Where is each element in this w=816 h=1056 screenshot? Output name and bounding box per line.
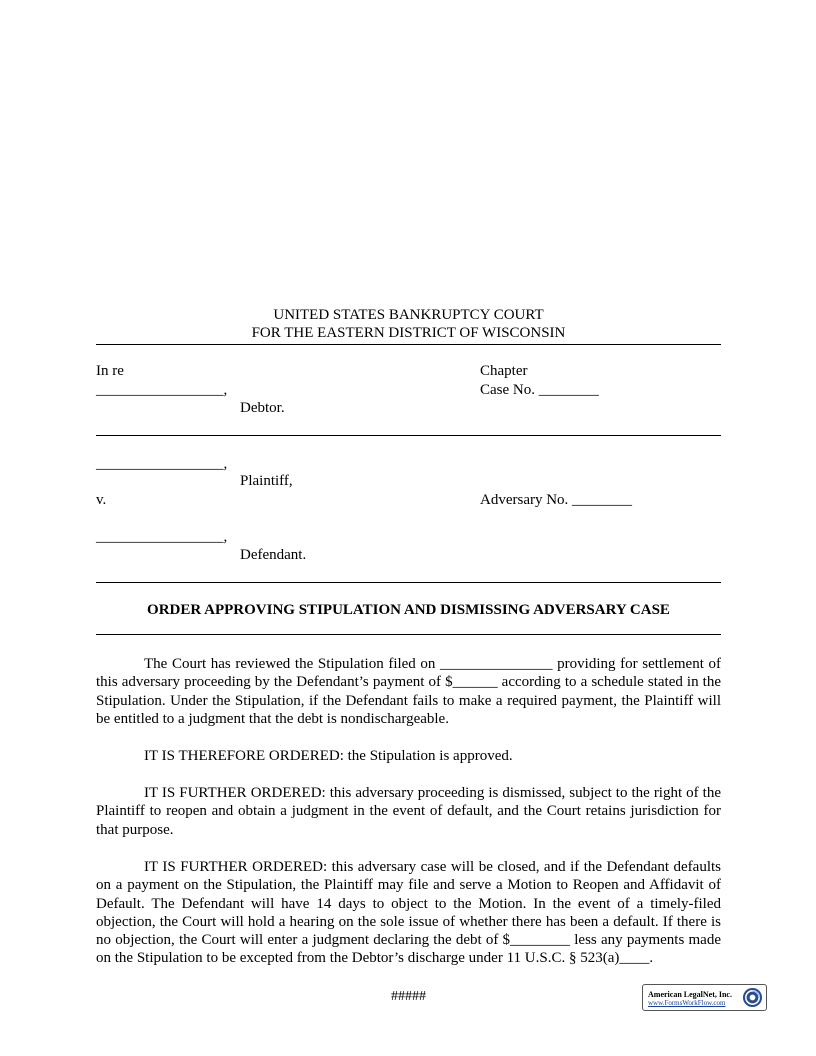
order-title: ORDER APPROVING STIPULATION AND DISMISSING ADVERSARY CASE	[147, 602, 670, 618]
paragraph-text: IT IS FURTHER ORDERED: this adversary case will be closed, and if the Defendant defaults on a payment on the Stipulation, the Plaintiff may file and serve a Motion to Reopen and Affidavit of Default. The Defendant will have 14 days to object to the Motion. In the event of a timely-filed objection, the Court will hold a hearing on the sole issue of whether there has been a default. If there is no objection, the Court will enter a judgment declaring the debt of $________ less any payments made on the Stipulation to be excepted from the Debtor’s discharge under 11 U.S.C. § 523(a)____.	[96, 859, 721, 967]
plaintiff-name-blank: _________________,	[96, 456, 228, 472]
paragraph-text: IT IS FURTHER ORDERED: this adversary proceeding is dismissed, subject to the right of the Plaintiff to reopen and obtain a judgment in the event of default, and the Court retains jurisdiction for that purpose.	[96, 785, 721, 838]
divider	[96, 634, 721, 635]
debtor-name-blank: _________________,	[96, 382, 228, 398]
globe-icon	[742, 987, 763, 1008]
divider	[96, 435, 721, 436]
paragraph-review	[96, 655, 721, 728]
paragraph-default	[96, 858, 721, 968]
badge-url-link[interactable]: www.FormsWorkFlow.com	[648, 999, 726, 1007]
adversary-number: Adversary No. ________	[480, 492, 633, 508]
paragraph-dismissed	[96, 784, 721, 839]
defendant-name-blank: _________________,	[96, 529, 228, 545]
debtor-label: Debtor.	[240, 400, 285, 416]
paragraph-approved	[96, 747, 721, 765]
chapter-label: Chapter	[480, 363, 528, 379]
in-re-label: In re	[96, 363, 124, 379]
divider	[96, 582, 721, 583]
court-name: UNITED STATES BANKRUPTCY COURT	[273, 307, 544, 323]
defendant-label: Defendant.	[240, 547, 307, 563]
versus-label: v.	[96, 492, 107, 508]
divider	[96, 344, 721, 345]
plaintiff-label: Plaintiff,	[240, 473, 293, 489]
paragraph-text: The Court has reviewed the Stipulation filed on _______________ providing for settlement of this adversary proceeding by the Defendant’s payment of $______ according to a schedule stated in the Stipulation. Under the Stipulation, if the Defendant fails to make a required payment, the Plaintiff will be entitled to a judgment that the debt is nondischargeable.	[96, 656, 721, 727]
paragraph-text: IT IS THEREFORE ORDERED: the Stipulation is approved.	[144, 748, 513, 764]
end-mark: #####	[391, 989, 426, 1004]
case-number: Case No. ________	[480, 382, 599, 398]
court-district: FOR THE EASTERN DISTRICT OF WISCONSIN	[251, 325, 566, 341]
footer-badge	[642, 984, 767, 1011]
badge-company: American LegalNet, Inc.	[648, 990, 732, 999]
